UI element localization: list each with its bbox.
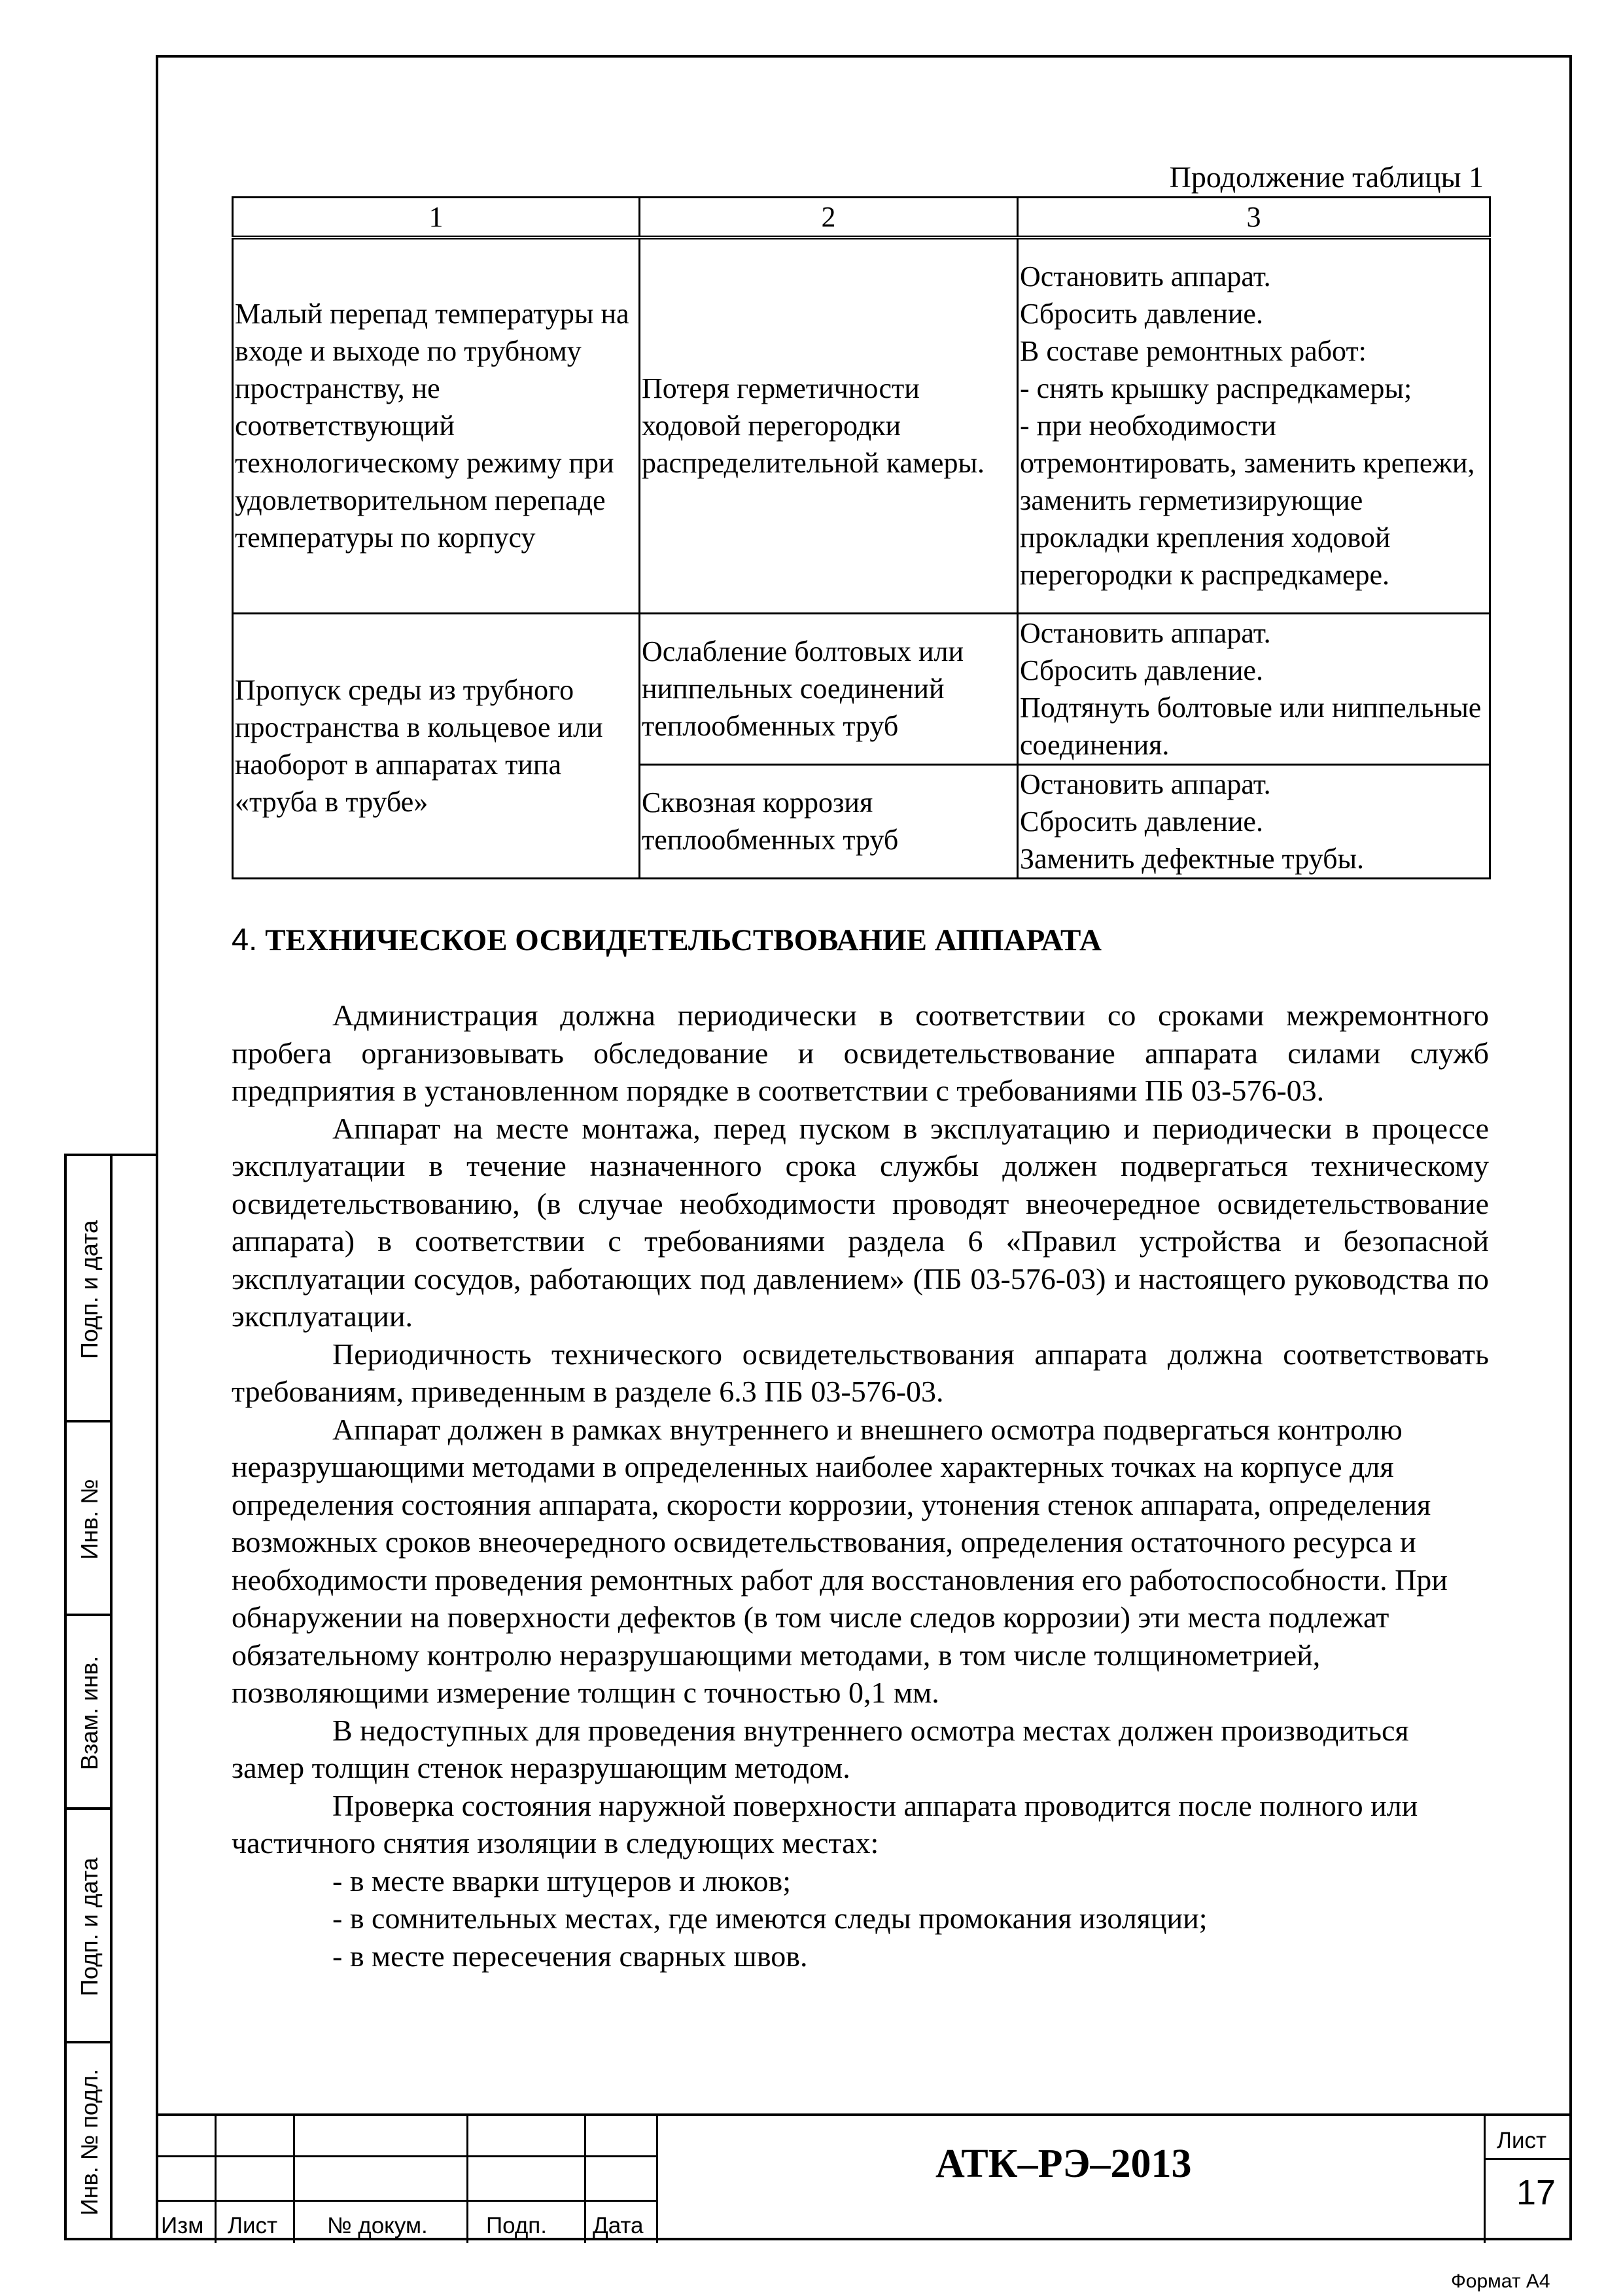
table-cell: Малый перепад температуры на входе и выходе по трубному пространству, не соответствующий технологическому режиму при удовлетворительном перепаде температуры по корпусу <box>233 238 640 613</box>
left-margin-stamp <box>64 1154 156 2240</box>
cell-line: - при необходимости отремонтировать, заменить крепежи, заменить герметизирующие прокладки крепления ходовой перегородки к распредкамере. <box>1020 410 1475 592</box>
table-cell: Ослабление болтовых или ниппельных соединений теплообменных труб <box>640 613 1018 764</box>
table-cell <box>1018 613 1490 764</box>
cell-line: Сбросить давление. <box>1020 654 1263 686</box>
cell-line: Остановить аппарат. <box>1020 260 1271 293</box>
list-item: - в месте вварки штуцеров и люков; <box>332 1863 791 1898</box>
paragraph: Аппарат на месте монтажа, перед пуском в эксплуатацию и периодически в процессе эксплуатации в течение назначенного срока службы должен подвергаться техническому освидетельствованию, (в случае необходимости проводят внеочередное освидетельствование аппарата) в соответствии с требованиями раздела 6 «Правил устройства и безопасной эксплуатации сосудов, работающих под давлением» (ПБ 03-576-03) и настоящего руководства по эксплуатации. <box>232 1111 1489 1333</box>
table-cell: Сквозная коррозия теплообменных труб <box>640 764 1018 878</box>
paragraph: Администрация должна периодически в соответствии со сроками межремонтного пробега организовывать обследование и освидетельствование аппарата силами служб предприятия в установленном порядке в соответствии с требованиями ПБ 03-576-03. <box>232 998 1489 1107</box>
table-cell <box>1018 238 1490 613</box>
cell-line: Остановить аппарат. <box>1020 768 1271 800</box>
header-cell: 1 <box>233 198 640 238</box>
margin-label: Инв. № подл. <box>76 2068 103 2216</box>
table-header-row <box>233 198 1490 238</box>
margin-label: Инв. № <box>76 1479 103 1560</box>
stamp-col-label: Подп. <box>486 2213 547 2238</box>
header-cell: 2 <box>640 198 1018 238</box>
table-cell: Пропуск среды из трубного пространства в кольцевое или наоборот в аппаратах типа «труба в трубе» <box>233 613 640 878</box>
list-item: - в сомнительных местах, где имеются следы промокания изоляции; <box>332 1901 1208 1935</box>
cell-line: Сбросить давление. <box>1020 805 1263 838</box>
sheet-label: Лист <box>1497 2128 1547 2153</box>
table-cell <box>1018 764 1490 878</box>
stamp-col-label: Лист <box>228 2213 278 2238</box>
table-caption: Продолжение таблицы 1 <box>1169 160 1484 194</box>
stamp-col-label: Изм <box>161 2213 204 2238</box>
section-number: 4. <box>232 922 258 957</box>
paragraph: Проверка состояния наружной поверхности аппарата проводится после полного или частичного снятия изоляции в следующих местах: <box>232 1788 1418 1860</box>
cell-line: Заменить дефектные трубы. <box>1020 842 1365 875</box>
document-number: АТК–РЭ–2013 <box>935 2142 1192 2186</box>
margin-label: Подп. и дата <box>76 1857 103 1996</box>
cell-line: - снять крышку распредкамеры; <box>1020 372 1412 405</box>
table-row <box>233 613 1490 764</box>
cell-line: Подтянуть болтовые или ниппельные соединения. <box>1020 691 1482 761</box>
cell-line: В составе ремонтных работ: <box>1020 335 1367 368</box>
cell-line: Остановить аппарат. <box>1020 616 1271 649</box>
sheet-number: 17 <box>1516 2173 1556 2212</box>
header-cell: 3 <box>1018 198 1490 238</box>
margin-label: Взам. инв. <box>76 1655 103 1771</box>
format-label: Формат А4 <box>1451 2270 1550 2292</box>
section-heading <box>232 921 1102 958</box>
table-cell: Потеря герметичности ходовой перегородки распределительной камеры. <box>640 238 1018 613</box>
stamp-col-label: № докум. <box>327 2213 428 2238</box>
table-row <box>233 238 1490 613</box>
list-item: - в месте пересечения сварных швов. <box>332 1939 808 1973</box>
stamp-col-label: Дата <box>593 2213 644 2238</box>
troubleshooting-table <box>232 196 1491 879</box>
paragraph: Аппарат должен в рамках внутреннего и внешнего осмотра подвергаться контролю неразрушающими методами в определенных наиболее характерных точках на корпусе для определения состояния аппарата, скорости коррозии, утонения стенок аппарата, определения возможных сроков внеочередного освидетельствования, определения остаточного ресурса и необходимости проведения ремонтных работ для восстановления его работоспособности. При обнаружении на поверхности дефектов (в том числе следов коррозии) эти места подлежат обязательному контролю неразрушающими методами, в том числе толщинометрией, позволяющими измерение толщин с точностью 0,1 мм. <box>232 1412 1448 1709</box>
section-title: ТЕХНИЧЕСКОЕ ОСВИДЕТЕЛЬСТВОВАНИЕ АППАРАТА <box>265 923 1102 957</box>
cell-line: Сбросить давление. <box>1020 298 1263 330</box>
margin-label: Подп. и дата <box>76 1220 103 1359</box>
body-text <box>232 997 1489 1975</box>
paragraph: В недоступных для проведения внутреннего осмотра местах должен производиться замер толщин стенок неразрушающим методом. <box>232 1713 1409 1784</box>
title-block <box>156 2113 1572 2243</box>
paragraph: Периодичность технического освидетельствования аппарата должна соответствовать требованиям, приведенным в разделе 6.3 ПБ 03-576-03. <box>232 1337 1489 1408</box>
